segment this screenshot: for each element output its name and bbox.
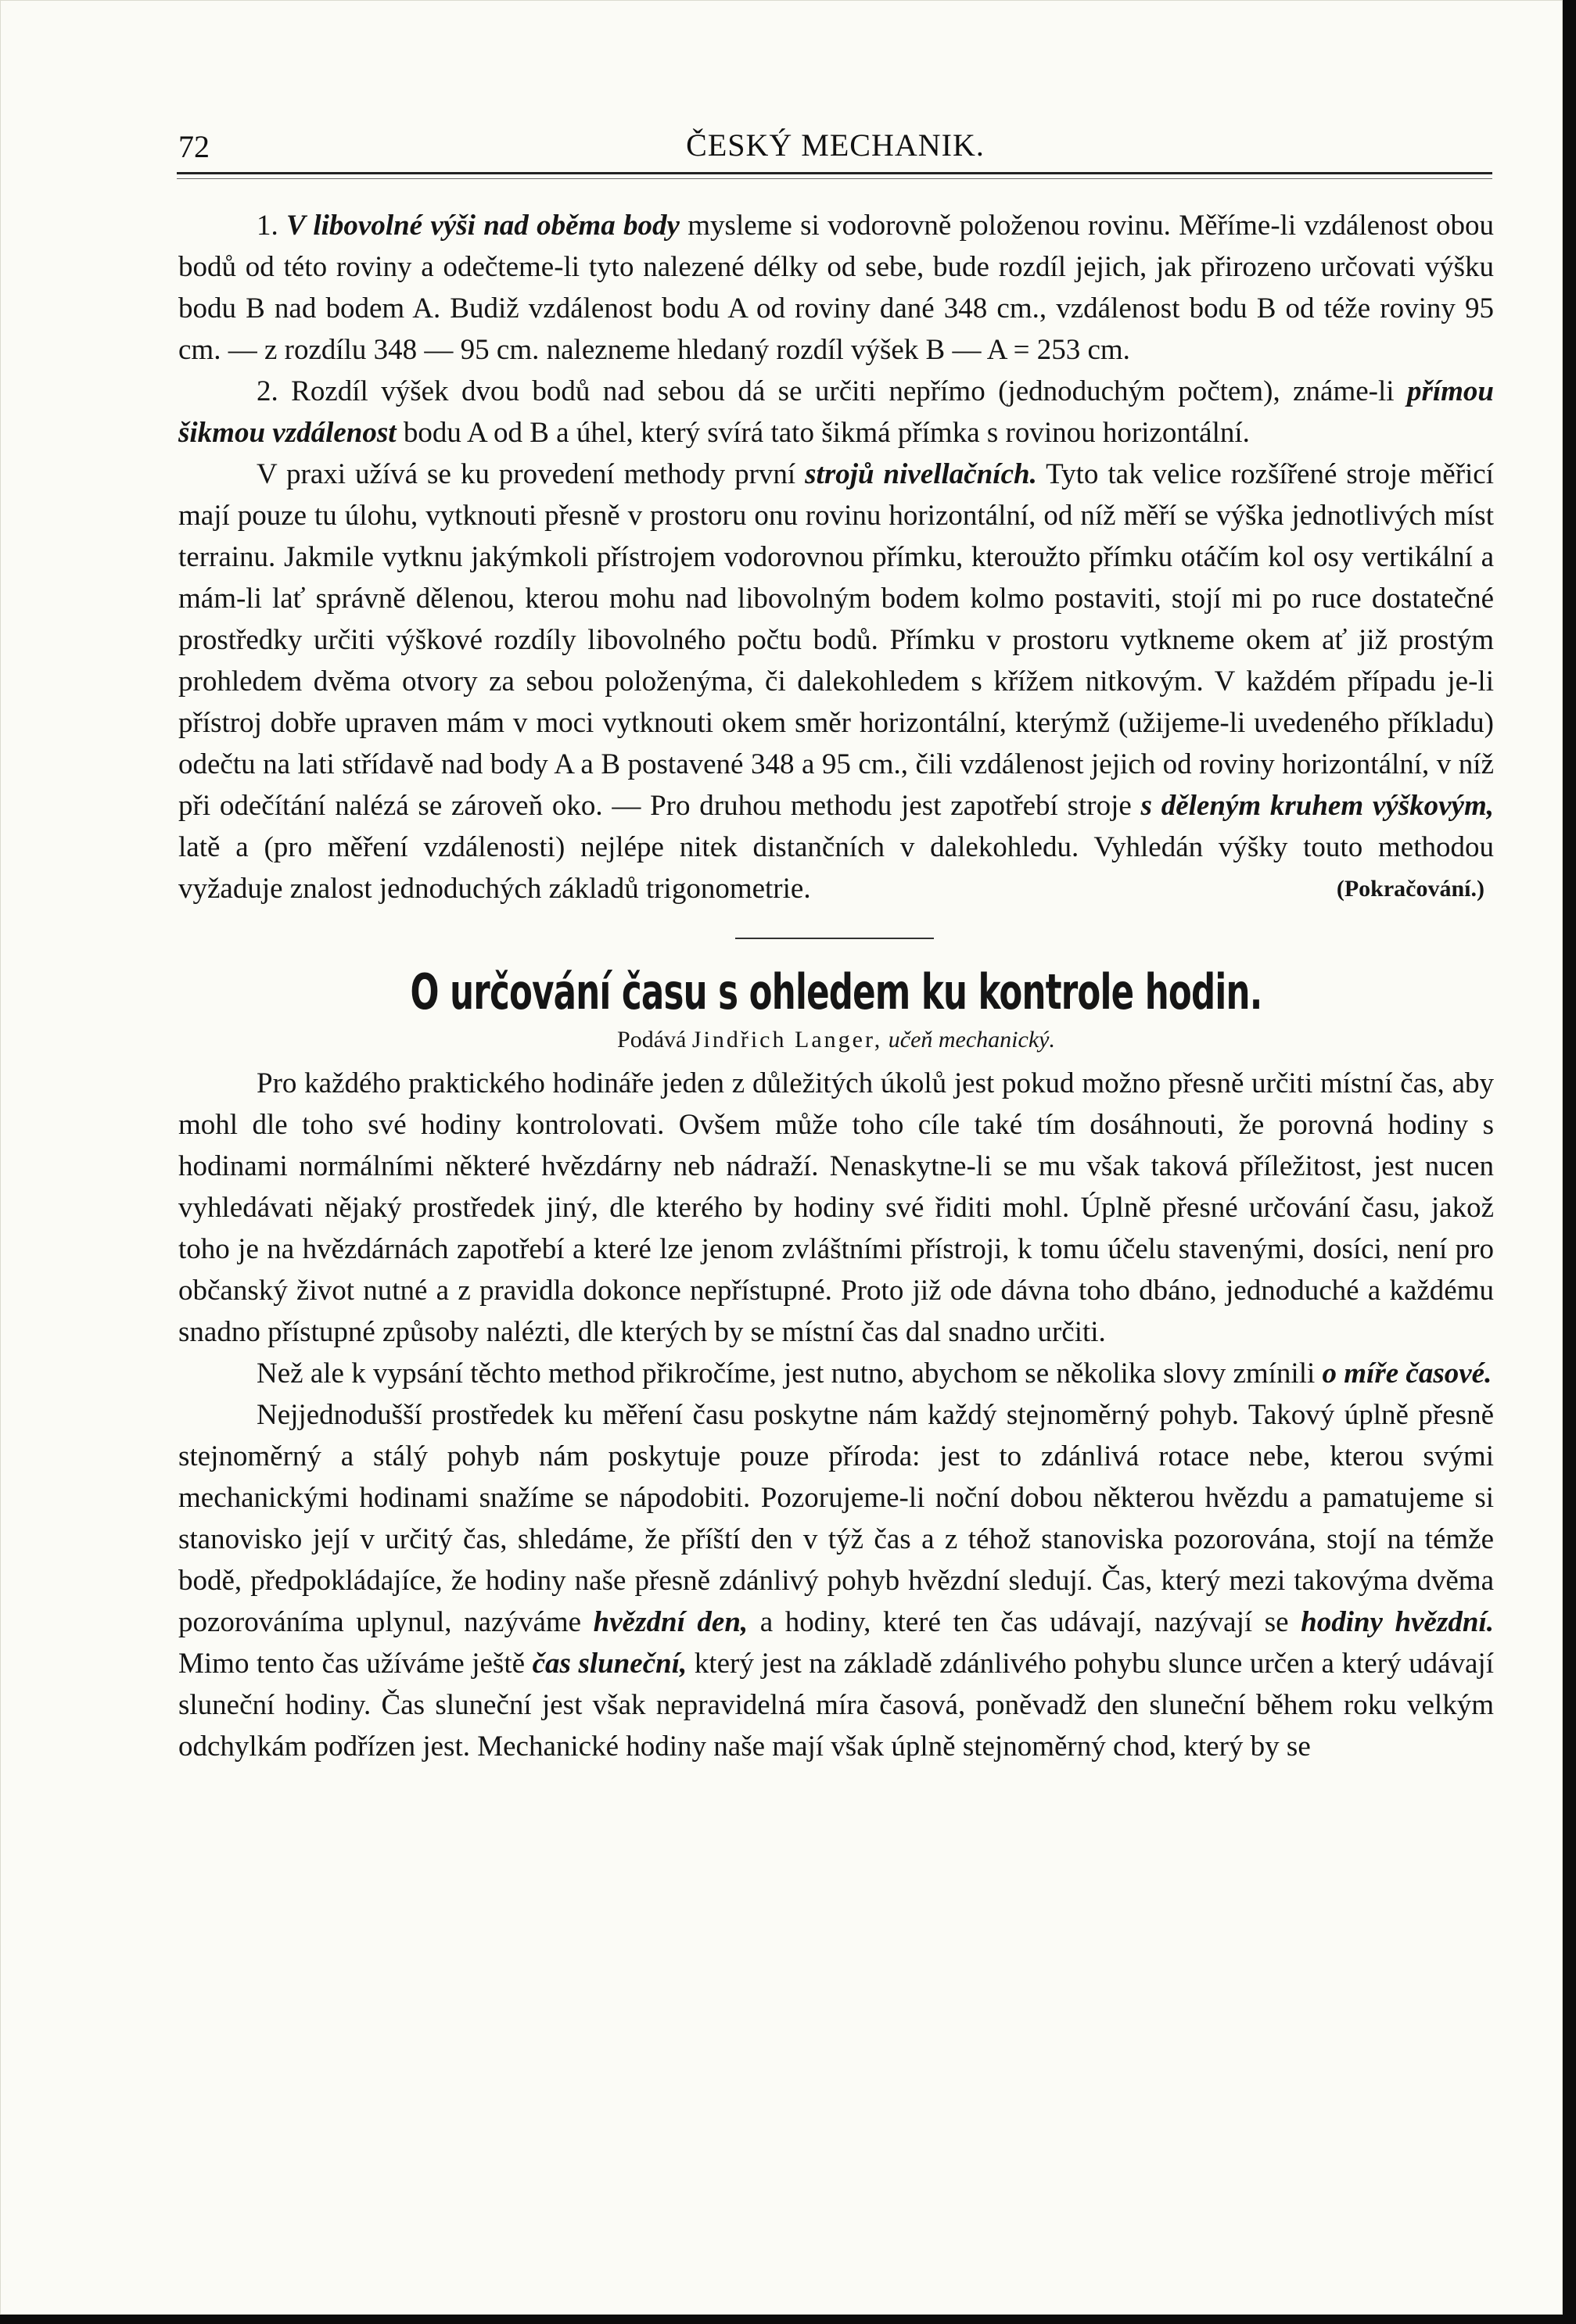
article-paragraph-2 bbox=[178, 1353, 1494, 1394]
emphasis: strojů nivellačních. bbox=[805, 458, 1037, 490]
header-rule bbox=[177, 172, 1492, 174]
emphasis: přímou šikmou vzdálenost bbox=[178, 375, 1494, 449]
article-paragraph-1 bbox=[178, 1063, 1494, 1353]
byline-role: učeň mechanický. bbox=[888, 1027, 1055, 1053]
emphasis: hodiny hvězdní. bbox=[1301, 1606, 1494, 1638]
paragraph-text: bodu A od B a úhel, který svírá tato šikmá přímka s rovinou horizontální. bbox=[396, 417, 1250, 449]
emphasis: hvězdní den, bbox=[593, 1606, 749, 1638]
section-divider bbox=[735, 938, 934, 939]
paragraph-2 bbox=[178, 371, 1494, 454]
paragraph-3 bbox=[178, 454, 1494, 909]
paragraph-text: Tyto tak velice rozšířené stroje měřicí mají pouze tu úlohu, vytknouti přesně v prostoru onu rovinu horizontální, od níž měří se výška jednotlivých míst terrainu. Jakmile vytknu jakýmkoli přístrojem vodorovnou přímku, kteroužto přímku otáčím kol osy vertikální a mám-li lať správně dělenou, kterou mohu nad libovolným bodem kolmo postaviti, stojí mi po ruce dostatečné prostředky určiti výškové rozdíly libovolného počtu bodů. Přímku v prostoru vytkneme okem ať již prostým prohledem dvěma otvory za sebou položenýma, či dalekohledem s křížem nitkovým. V každém případu je-li přístroj dobře upraven mám v moci vytknouti okem směr horizontální, kterýmž (užijeme-li uvedeného příkladu) odečtu na lati střídavě nad body A a B postavené 348 a 95 cm., čili vzdálenost jejich od roviny horizontální, v níž při odečítání nalézá se zároveň oko. — Pro druhou methodu jest zapotřebí stroje bbox=[178, 458, 1494, 822]
byline bbox=[178, 1024, 1494, 1056]
byline-prefix: Podává bbox=[617, 1027, 687, 1053]
emphasis: V libovolné výši nad oběma body bbox=[286, 210, 680, 242]
emphasis: čas sluneční, bbox=[532, 1648, 687, 1680]
page-content bbox=[178, 205, 1494, 1767]
emphasis: o míře časové. bbox=[1322, 1357, 1492, 1390]
article-title: O určování času s ohledem ku kontrole hodin. bbox=[410, 963, 1262, 1020]
header-rule-thin bbox=[177, 178, 1492, 179]
page-number: 72 bbox=[178, 129, 210, 164]
paragraph-text: V praxi užívá se ku provedení methody první bbox=[257, 458, 806, 490]
paragraph-text: mysleme si vodorovně položenou rovinu. Měříme-li vzdálenost obou bodů od této roviny a odečteme-li tyto nalezené délky od sebe, bude rozdíl jejich, jak přirozeno určovati výšku bodu B nad bodem A. Budiž vzdálenost bodu A od roviny dané 348 cm., vzdálenost bodu B od téže roviny 95 cm. — z rozdílu 348 — 95 cm. nalezneme hledaný rozdíl výšek B — A = 253 cm. bbox=[178, 210, 1494, 366]
paragraph-number: 1. bbox=[257, 210, 278, 242]
emphasis: s děleným kruhem výškovým, bbox=[1140, 790, 1494, 822]
running-title: ČESKÝ MECHANIK. bbox=[686, 127, 985, 163]
paragraph-text: Pro každého praktického hodináře jeden z důležitých úkolů jest pokud možno přesně určiti místní čas, aby mohl dle toho své hodiny kontrolovati. Ovšem může toho cíle také tím dosáhnouti, že porovná hodiny s hodinami normálními některé hvězdárny neb nádraží. Nenaskytne-li se mu však taková příležitost, jest nucen vyhledávati nějaký prostředek jiný, dle kterého by hodiny své řiditi mohl. Úplně přesné určování času, jakož toho je na hvězdárnách zapotřebí a které lze jenom zvláštními přístroji, k tomu účelu stavenými, dosíci, není pro občanský život nutné a z pravidla dokonce nepřístupné. Proto již ode dávna toho dbáno, jednoduché a každému snadno přístupné způsoby nalézti, dle kterých by se místní čas dal snadno určiti. bbox=[178, 1067, 1494, 1348]
byline-author: Jindřich Langer, bbox=[691, 1027, 883, 1053]
paragraph-text: Mimo tento čas užíváme ještě bbox=[178, 1648, 533, 1680]
paragraph-text: Než ale k vypsání těchto method přikročíme, jest nutno, abychom se několika slovy zmínili bbox=[257, 1357, 1323, 1390]
paragraph-text: latě a (pro měření vzdálenosti) nejlépe nitek distančních v dalekohledu. Vyhledán výšky touto methodou vyžaduje znalost jednoduchých základů trigonometrie. bbox=[178, 831, 1494, 905]
page-header bbox=[178, 125, 1492, 172]
article-paragraph-3 bbox=[178, 1394, 1494, 1767]
paragraph-text: a hodiny, které ten čas udávají, nazývají se bbox=[748, 1606, 1301, 1638]
paragraph-text: který jest na základě zdánlivého pohybu slunce určen a který udávají sluneční hodiny. Čas sluneční jest však nepravidelná míra časová, poněvadž den sluneční během roku velkým odchylkám podřízen jest. Mechanické hodiny naše mají však úplně stejnoměrný chod, který by se bbox=[178, 1648, 1494, 1763]
paragraph-text: Nejjednodušší prostředek ku měření času poskytne nám každý stejnoměrný pohyb. Takový úplně přesně stejnoměrný a stálý pohyb nám poskytuje pouze příroda: jest to zdánlivá rotace nebe, kterou svými mechanickými hodinami snažíme se nápodobiti. Pozorujeme-li noční dobou některou hvězdu a pamatujeme si stanovisko její v určitý čas, shledáme, že příští den v týž čas a z téhož stanoviska pozorována, stojí na témže bodě, předpokládajíce, že hodiny naše přesně zdánlivý pohyb hvězdní sledují. Čas, který mezi takovýma dvěma pozorováníma uplynul, nazýváme bbox=[178, 1399, 1494, 1638]
continuation-note: (Pokračování.) bbox=[1336, 876, 1484, 902]
paragraph-text: 2. Rozdíl výšek dvou bodů nad sebou dá se určiti nepřímo (jednoduchým počtem), známe-li bbox=[257, 375, 1407, 407]
paragraph-1 bbox=[178, 205, 1494, 371]
